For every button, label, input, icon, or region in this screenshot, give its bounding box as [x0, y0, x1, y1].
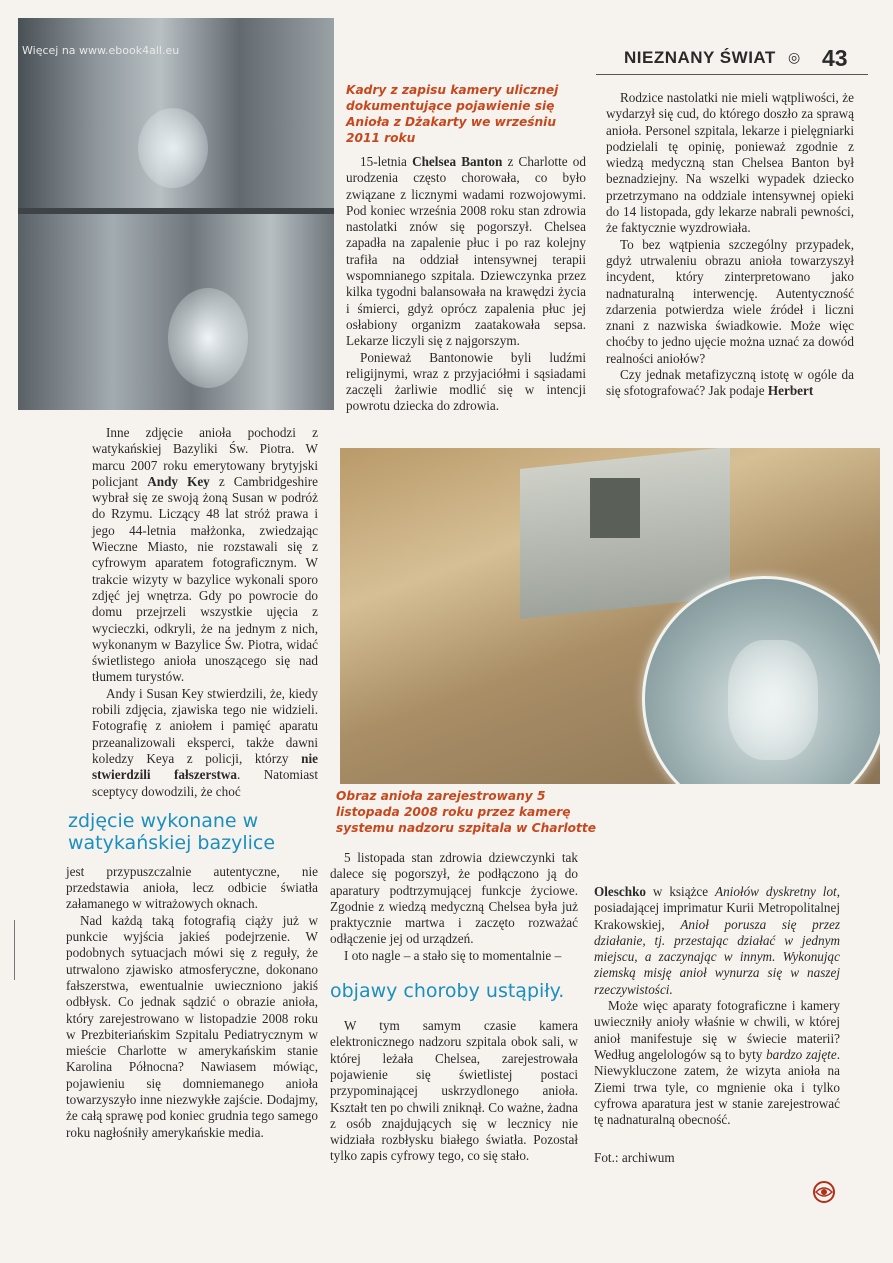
column-right-top — [606, 90, 854, 400]
paragraph: jest przypuszczalnie autentyczne, nie przedstawia anioła, lecz odbicie światła załamanego w witrażowych oknach. — [66, 863, 318, 912]
page-header — [608, 44, 866, 74]
paragraph: W tym samym czasie kamera elektronicznego nadzoru szpitala obok sali, w której leżała Chelsea, zarejestrowała pojawienie się świetlistej postaci przypominającej uskrzydlonego anioła. Kształt ten po chwili zniknął. Co ważne, żadna z osób znajdujących się w lecznicy nie widziała rozbłysku białego światła. Pozostał tylko zapis cyfrowy tego, co się stało. — [330, 1018, 578, 1164]
subhead-vatican: zdjęcie wykonane w watykańskiej bazylice — [68, 809, 276, 854]
section-title: NIEZNANY ŚWIAT — [624, 48, 776, 67]
paragraph: 5 listopada stan zdrowia dziewczynki tak dalece się pogorszył, że podłączono ją do aparatury podtrzymującej funkcje życiowe. Zgodnie z wiedzą medyczną Chelsea była już praktycznie martwa i zaczęto rozważać odłączenie jej od urządzeń. — [330, 850, 578, 947]
hospital-camera-photo — [340, 448, 880, 784]
paragraph: Czy jednak metafizyczną istotę w ogóle da się sfotografować? Jak podaje Herbert — [606, 367, 854, 399]
paragraph: To bez wątpienia szczególny przypadek, gdyż utrwaleniu obrazu anioła towarzyszył incydent, który zinterpretowano jako nadnaturalną interwencję. Autentyczność zdarzenia potwierdza wiele źródeł i liczni znani z nazwiska świadkowie. Może więc choćby to jedno ujęcie można uznać za dowód realności aniołów? — [606, 236, 854, 366]
caption-hospital-camera: Obraz anioła zarejestrowany 5 listopada 2008 roku przez kamerę systemu nadzoru szpitala w Charlotte — [334, 786, 600, 840]
angel-figure — [728, 640, 818, 760]
column-right-bottom — [594, 884, 840, 1167]
subhead-symptoms: objawy choroby ustąpiły. — [330, 980, 565, 1003]
paragraph: Nad każdą taką fotografią ciąży już w punkcie wyjścia jakieś podejrzenie. W podobnych sytuacjach mówi się z reguły, że utrwalono zjawisko atmosferyczne, dokonano fałszerstwa, ewentualnie uwieczniono jakiś odbłysk. Co jednak sądzić o obrazie anioła, który zarejestrowano w listopadzie 2008 roku w Prezbiteriańskim Szpitalu Pediatrycznym w mieście Charlotte w amerykańskim stanie Karolina Północna? Nawiasem mówiąc, pojawieniu się domniemanego anioła towarzyszyło inne niezwykłe zajście. Dodajmy, że całą sprawę pod koniec grudnia tego samego roku nagłośniły amerykańskie media. — [66, 912, 318, 1140]
margin-mark — [14, 920, 15, 980]
street-camera-photo — [18, 18, 334, 410]
angel-glow-2 — [168, 288, 248, 388]
paragraph: Może więc aparaty fotograficzne i kamery uwieczniły anioły właśnie w chwili, w której anioł manifestuje się w świecie materii? Według angelologów są to byty bardzo zajęte. Niewykluczone zatem, że wizyta anioła na Ziemi trwa tyle, co mgnienie oka i tylko cyfrowa aparatura jest w stanie zarejestrować tę nadnaturalną obecność. — [594, 998, 840, 1128]
column-left — [66, 425, 318, 1141]
angel-glow-1 — [138, 108, 208, 188]
caption-street-camera: Kadry z zapisu kamery ulicznej dokumentujące pojawienie się Anioła z Dżakarty we wrześniu 2011 roku — [346, 83, 559, 145]
paragraph: Andy i Susan Key stwierdzili, że, kiedy robili zdjęcia, zjawiska tego nie widzieli. Fotografię z aniołem i pamięć aparatu przeanalizowali eksperci, także dawni koledzy Keya z policji, którzy nie stwierdzili fałszerstwa. Natomiast sceptycy dowodzili, że choć — [92, 685, 318, 799]
photo-credit: Fot.: archiwum — [594, 1150, 675, 1166]
header-rule — [596, 74, 868, 75]
watermark: Więcej na www.ebook4all.eu — [22, 44, 180, 57]
paragraph: I oto nagle – a stało się to momentalnie – — [344, 947, 562, 963]
window-frame — [590, 478, 640, 538]
separator-icon: ◎ — [788, 51, 801, 66]
paragraph: Oleschko w książce Aniołów dyskretny lot, posiadającej imprimatur Kurii Metropolitalnej Krakowskiej, Anioł porusza się przez działanie, tj. przestając działać w jednym miejscu, a zaczynając w innym. Wykonując ziemską misję anioł wynurza się w naszej rzeczywistości. — [594, 884, 841, 997]
column-middle-top — [346, 154, 586, 415]
paragraph: Inne zdjęcie anioła pochodzi z watykańskiej Bazyliki Św. Piotra. W marcu 2007 roku emerytowany brytyjski policjant Andy Key z Cambridgeshire wybrał się ze swoją żoną Susan w podróż do Rzymu. Liczący 48 lat stróż prawa i jego 44-letnia małżonka, zwiedzając Wieczne Miasto, nie rozstawali się z cyfrowym aparatem fotograficznym. W trakcie wizyty w bazylice wykonali sporo zdjęć jej wnętrza. Gdy po powrocie do domu przejrzeli wszystkie ujęcia z wycieczki, odkryli, że na jednym z nich, wykonanym w Bazylice Św. Piotra, widać świetlistego anioła unoszącego się nad tłumem turystów. — [92, 425, 318, 685]
end-mark-icon — [810, 1178, 838, 1206]
column-middle-bottom — [330, 850, 578, 1165]
paragraph: Rodzice nastolatki nie mieli wątpliwości, że wydarzył się cud, do którego doszło za sprawą anioła. Personel szpitala, lekarze i pielęgniarki podzielali tę opinię, ponieważ zgodnie z wiedzą medyczną stan Chelsea Banton był beznadziejny. Na wszelki wypadek dziecko przetrzymano na oddziale intensywnej opieki do 14 listopada, gdy lekarze nabrali pewności, że faktycznie wyzdrowiała. — [606, 90, 854, 236]
paragraph: 15-letnia Chelsea Banton z Charlotte od urodzenia często chorowała, co było związane z licznymi wadami rozwojowymi. Pod koniec września 2008 roku stan zdrowia nastolatki znów się pogorszył. Chelsea zapadła na zapalenie płuc i po raz kolejny trafiła na oddział intensywnej terapii wspomnianego szpitala. Dziewczynka przez kilka tygodni balansowała na krawędzi życia i śmierci, gdyż oprócz zapalenia płuc jej osłabiony organizm zaatakowała sepsa. Lekarze liczyli się z najgorszym. — [346, 154, 586, 349]
paragraph: Ponieważ Bantonowie byli ludźmi religijnymi, wraz z przyjaciółmi i sąsiadami zaczęli żarliwie modlić się w intencji powrotu dziecka do zdrowia. — [346, 349, 586, 414]
page-number: 43 — [822, 45, 848, 71]
